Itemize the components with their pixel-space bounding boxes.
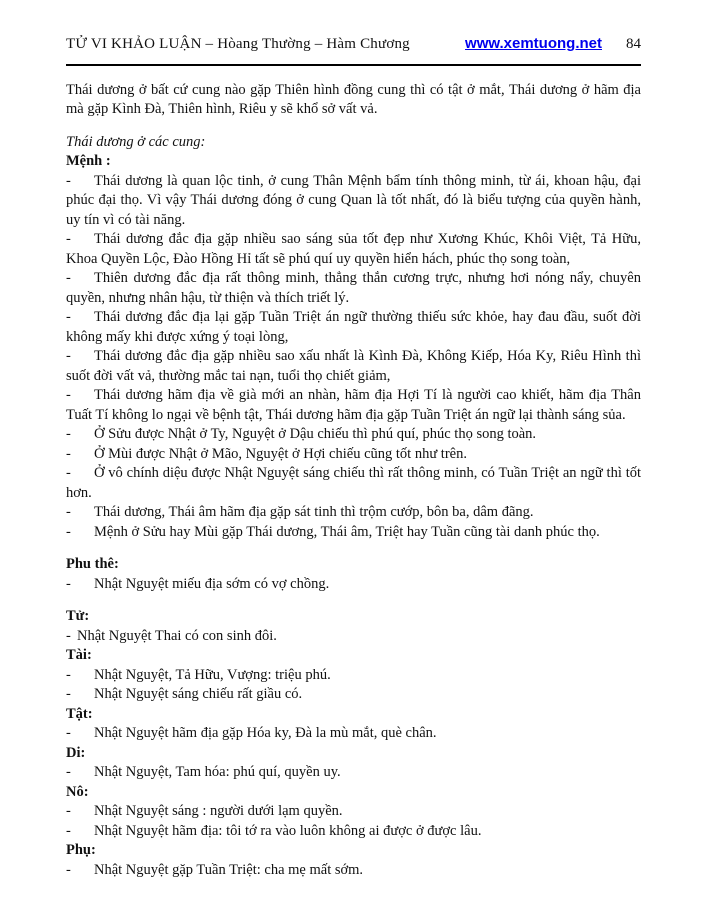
list-item-text: Nhật Nguyệt Thai có con sinh đôi.: [77, 627, 277, 644]
list-item: [66, 763, 641, 783]
list-item-text: Nhật Nguyệt miếu địa sớm có vợ chồng.: [94, 575, 330, 592]
dash-marker: -: [66, 426, 71, 442]
list-item-text: Ở Sửu được Nhật ở Ty, Nguyệt ở Dậu chiếu thì phú quí, phúc thọ song toàn.: [94, 426, 537, 442]
dash-marker: -: [66, 231, 71, 247]
list-item-text: Thái dương đắc địa lại gặp Tuần Triệt án ngữ thường thiếu sức khỏe, hay đau đầu, suốt đời không mấy khi được xứng ý toại lòng,: [66, 309, 641, 345]
header-divider: [66, 64, 641, 66]
list-item-text: Ở vô chính diệu được Nhật Nguyệt sáng chiếu thì rất thông minh, có Tuần Triệt an ngữ thì tốt hơn.: [66, 465, 641, 501]
list-item: [66, 575, 641, 595]
dash-marker: -: [66, 523, 71, 540]
dash-marker: -: [66, 666, 71, 683]
document-body: [66, 81, 641, 881]
list-item-text: Nhật Nguyệt sáng chiếu rất giầu có.: [94, 686, 303, 702]
website-link[interactable]: www.xemtuong.net: [465, 35, 602, 52]
list-item: [66, 269, 641, 308]
dash-marker: -: [66, 627, 71, 644]
list-item-text: Nhật Nguyệt hãm địa gặp Hóa ky, Đà la mù mắt, què chân.: [94, 725, 437, 741]
section-heading-tat: Tật:: [66, 705, 93, 722]
dash-marker: -: [66, 445, 71, 462]
list-item: [66, 685, 641, 705]
list-item-text: Nhật Nguyệt sáng : người dưới lạm quyền.: [94, 803, 343, 819]
list-item: [66, 308, 641, 347]
list-item-text: Thái dương, Thái âm hãm địa gặp sát tinh thì trộm cướp, bôn ba, dâm đãng.: [94, 504, 534, 520]
blank-line: [66, 120, 641, 133]
dash-marker: -: [66, 803, 71, 819]
dash-marker: -: [66, 861, 71, 878]
dash-marker: -: [66, 270, 71, 286]
header-right: [465, 34, 641, 55]
dash-marker: -: [66, 348, 71, 364]
dash-marker: -: [66, 764, 71, 780]
list-item: [66, 861, 641, 881]
list-item: [66, 666, 641, 686]
list-item: [66, 445, 641, 465]
section-heading-menh: Mệnh :: [66, 153, 111, 169]
document-title: TỬ VI KHẢO LUẬN – Hòang Thường – Hàm Chương: [66, 36, 410, 52]
section-heading-phu: Phụ:: [66, 842, 96, 858]
list-item-text: Nhật Nguyệt, Tam hóa: phú quí, quyền uy.: [94, 764, 341, 780]
blank-line: [66, 594, 641, 607]
section-heading-tu: Tử:: [66, 608, 90, 624]
dash-marker: -: [66, 575, 71, 592]
blank-line: [66, 542, 641, 555]
section-heading-no: Nô:: [66, 783, 89, 800]
page-header: [66, 34, 641, 55]
list-item-text: Nhật Nguyệt, Tả Hữu, Vượng: triệu phú.: [94, 666, 331, 683]
list-item-text: Ở Mùi được Nhật ở Mão, Nguyệt ở Hợi chiếu cũng tốt như trên.: [94, 445, 467, 462]
list-item-text: Thái dương hãm địa về già mới an nhàn, hãm địa Hợi Tí là người cao khiết, hãm địa Thân Tuất Tí không lo ngại về bệnh tật, Thái dương hãm địa gặp Tuần Triệt án ngữ lại thành sáng sủa.: [66, 387, 641, 423]
list-item: [66, 523, 641, 543]
list-item-text: Nhật Nguyệt gặp Tuần Triệt: cha mẹ mất sớm.: [94, 861, 364, 878]
intro-paragraph: Thái dương ở bất cứ cung nào gặp Thiên hình đồng cung thì có tật ở mắt, Thái dương ở hãm địa mà gặp Kình Đà, Thiên hình, Riêu y sẽ khổ sở vất vả.: [66, 81, 641, 117]
dash-marker: -: [66, 725, 71, 741]
section-heading-tai: Tài:: [66, 647, 92, 663]
list-item: [66, 425, 641, 445]
list-item-text: Mệnh ở Sửu hay Mùi gặp Thái dương, Thái âm, Triệt hay Tuần cũng tài danh phúc thọ.: [94, 523, 600, 540]
list-item-text: Nhật Nguyệt hãm địa: tôi tớ ra vào luôn không ai được ở được lâu.: [94, 822, 482, 839]
list-item: [66, 822, 641, 842]
dash-marker: -: [66, 172, 71, 189]
list-item-text: Thái dương đắc địa gặp nhiều sao sáng sủa tốt đẹp như Xương Khúc, Khôi Việt, Tả Hữu, Khoa Quyền Lộc, Đào Hồng Hỉ tất sẽ phú quí uy quyền hiển hách, phúc thọ song toàn,: [66, 231, 641, 267]
dash-marker: -: [66, 686, 71, 702]
list-item: [66, 802, 641, 822]
list-item-text: Thái dương là quan lộc tinh, ở cung Thân Mệnh bẩm tính thông minh, từ ái, khoan hậu, đại phúc đại thọ. Vì vậy Thái dương đóng ở cung Quan là tốt nhất, đó là biểu tượng của quyền hành, uy tín vì có tài năng.: [66, 172, 641, 228]
dash-marker: -: [66, 504, 71, 520]
list-item: [66, 347, 641, 386]
list-item-text: Thái dương đắc địa gặp nhiều sao xấu nhất là Kình Đà, Không Kiếp, Hóa Ky, Riêu Hình thì suốt đời vất vả, thường mắc tai nạn, tuổi thọ chiết giảm,: [66, 348, 641, 384]
dash-marker: -: [66, 822, 71, 839]
list-item: [66, 724, 641, 744]
list-item: [66, 503, 641, 523]
section-heading-di: Di:: [66, 744, 86, 761]
list-item: [66, 386, 641, 425]
section-heading-phu-the: Phu thê:: [66, 556, 119, 572]
list-item: [66, 172, 641, 231]
list-item-text: Thiên dương đắc địa rất thông minh, thẳng thắn cương trực, nhưng hơi nóng nẩy, chuyên quyền, nhưng nhân hậu, từ thiện và thích triết lý.: [66, 270, 641, 306]
dash-marker: -: [66, 387, 71, 403]
page-number: 84: [626, 36, 641, 52]
dash-marker: -: [66, 465, 71, 481]
cung-section-title: Thái dương ở các cung:: [66, 133, 206, 150]
list-item: [66, 464, 641, 503]
dash-marker: -: [66, 309, 71, 325]
list-item: [66, 627, 641, 647]
list-item: [66, 230, 641, 269]
